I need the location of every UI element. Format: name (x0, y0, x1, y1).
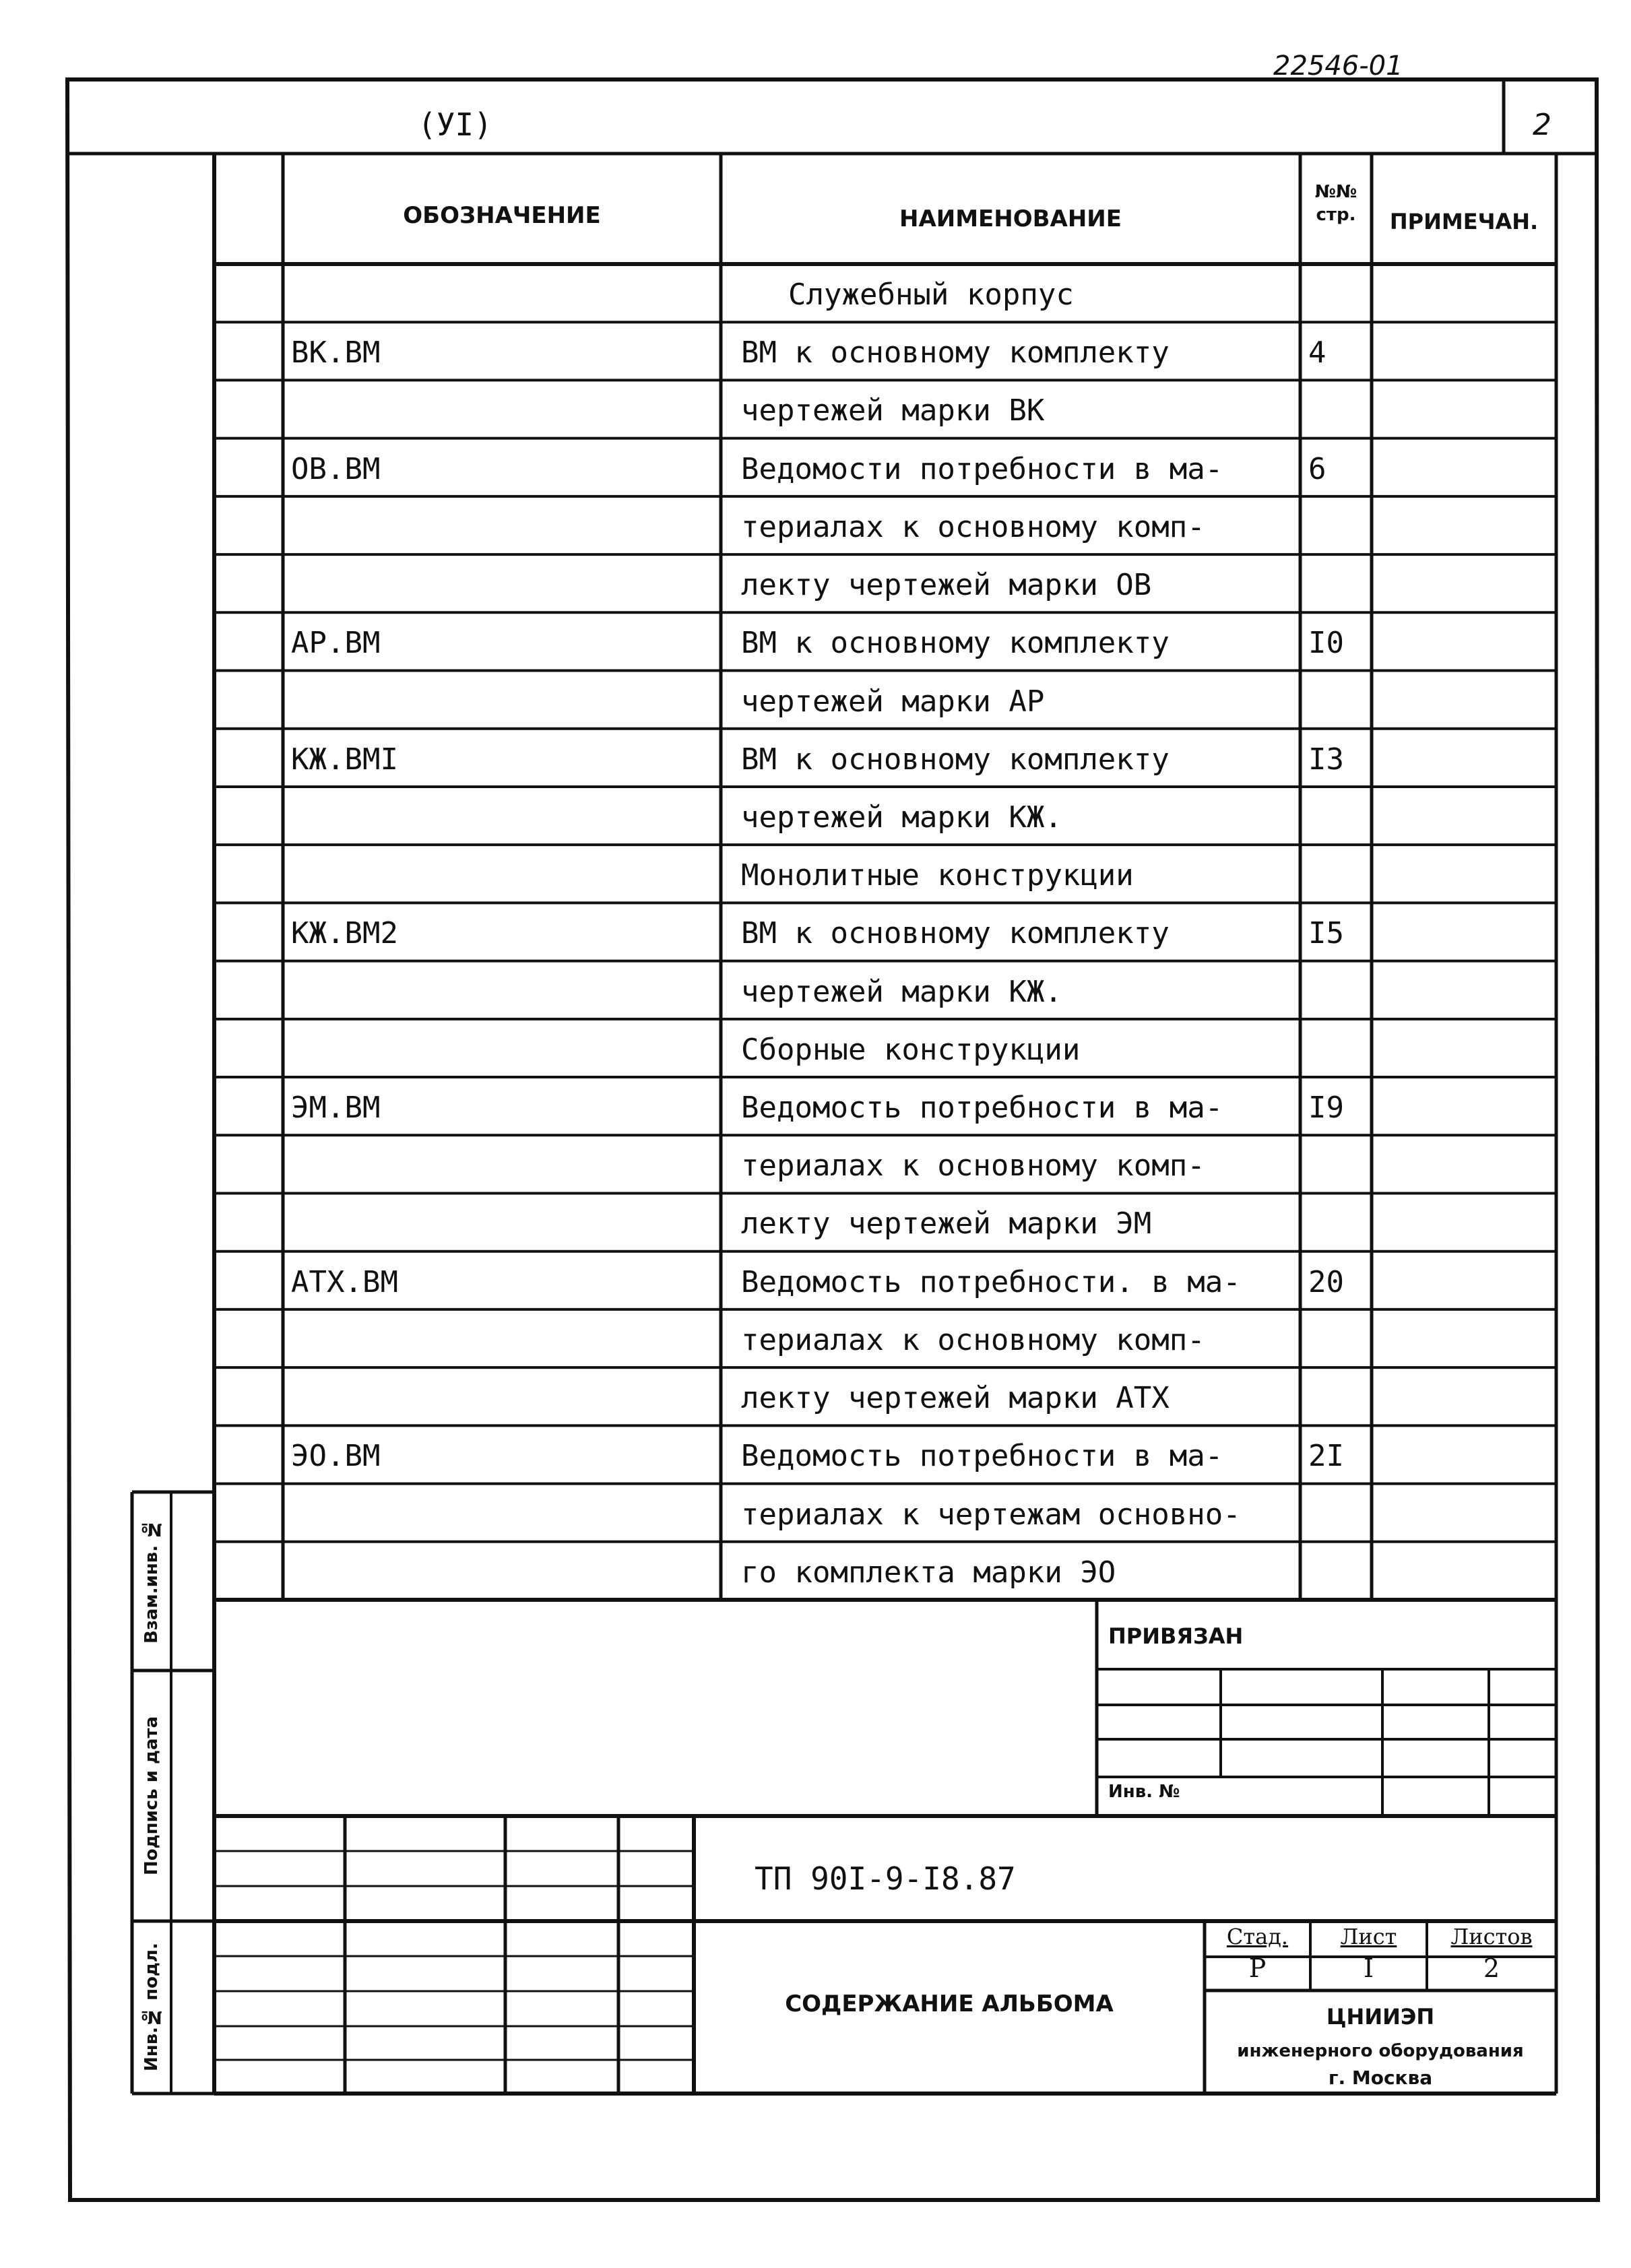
row-name: Монолитные конструкции (741, 858, 1134, 893)
row-designation (291, 792, 715, 845)
row-name: ВМ к основному комплекту (741, 626, 1170, 661)
row-designation (291, 1489, 715, 1542)
row-name: Ведомость потребности. в ма- (741, 1264, 1241, 1299)
row-page (1308, 502, 1369, 554)
org-name: ЦНИИЭП (1326, 2004, 1435, 2030)
row-page (1308, 1140, 1369, 1193)
row-name: Ведомость потребности в ма- (741, 1091, 1223, 1126)
sheets-value: 2 (1483, 1953, 1500, 1983)
row-designation: ЭМ.ВМ (291, 1091, 381, 1126)
row-page (1308, 850, 1369, 903)
org-city: г. Москва (1328, 2067, 1433, 2089)
row-designation (291, 1140, 715, 1193)
row-page: I3 (1308, 742, 1344, 777)
row-page: I9 (1308, 1091, 1344, 1126)
column-header-note: ПРИМЕЧАН. (1389, 209, 1539, 234)
row-name: териалах к основному комп- (741, 509, 1205, 544)
row-name: лекту чертежей марки ЭМ (741, 1206, 1152, 1241)
side-stamp-replace-inv: Взам.инв. № (141, 1518, 162, 1644)
row-designation: ОВ.ВМ (291, 451, 381, 486)
row-name: го комплекта марки ЭО (741, 1555, 1116, 1590)
row-name: чертежей марки КЖ. (741, 974, 1062, 1009)
row-page (1308, 792, 1369, 845)
row-designation (291, 1547, 715, 1600)
row-page (1308, 1025, 1369, 1077)
row-designation (291, 560, 715, 612)
row-designation (291, 676, 715, 729)
row-page (1308, 1373, 1369, 1425)
column-header-page-line2: стр. (1316, 205, 1356, 225)
row-designation (291, 269, 715, 322)
row-designation: КЖ.ВМI (291, 742, 398, 777)
stage-value: Р (1248, 1953, 1267, 1983)
row-designation (291, 1025, 715, 1077)
side-stamp-sign-date: Подпись и дата (141, 1716, 162, 1876)
stage-label: Стад. (1226, 1924, 1289, 1949)
side-stamp-inv-orig: Инв.№ подл. (141, 1943, 162, 2072)
row-name: териалах к основному комп- (741, 1148, 1205, 1184)
row-name: лекту чертежей марки ОВ (741, 568, 1152, 603)
row-page (1308, 1547, 1369, 1600)
row-name: чертежей марки АР (741, 684, 1045, 719)
sheet-value: I (1363, 1953, 1374, 1983)
row-name: Ведомости потребности в ма- (741, 451, 1223, 486)
row-designation: КЖ.ВМ2 (291, 916, 398, 951)
row-name: териалах к чертежам основно- (741, 1497, 1241, 1532)
row-designation (291, 385, 715, 438)
project-code: ТП 90I-9-I8.87 (755, 1860, 1016, 1897)
row-page: 4 (1308, 335, 1326, 370)
row-designation (291, 1373, 715, 1425)
sheets-label: Листов (1450, 1924, 1533, 1949)
row-page: I0 (1308, 626, 1344, 661)
row-name: ВМ к основному комплекту (741, 916, 1170, 951)
row-name: Ведомость потребности в ма- (741, 1439, 1223, 1474)
column-header-designation: ОБОЗНАЧЕНИЕ (403, 202, 601, 229)
row-name: Служебный корпус (788, 278, 1074, 312)
row-page (1308, 676, 1369, 729)
row-designation (291, 502, 715, 554)
row-page (1308, 1198, 1369, 1251)
row-name: ВМ к основному комплекту (741, 742, 1170, 777)
column-header-page (1300, 181, 1372, 226)
row-name: чертежей марки ВК (741, 393, 1045, 428)
row-page: I5 (1308, 916, 1344, 951)
row-page: 20 (1308, 1264, 1344, 1299)
row-page: 2I (1308, 1439, 1344, 1474)
row-page (1308, 1315, 1369, 1367)
row-designation: ВК.ВМ (291, 335, 381, 370)
row-page (1308, 967, 1369, 1019)
row-designation: АТХ.ВМ (291, 1264, 398, 1299)
row-page (1308, 1489, 1369, 1542)
row-page (1308, 385, 1369, 438)
sheet-number: 2 (1533, 108, 1552, 142)
row-page: 6 (1308, 451, 1326, 486)
row-page (1308, 269, 1369, 322)
row-designation (291, 850, 715, 903)
row-name: ВМ к основному комплекту (741, 335, 1170, 370)
row-designation: АР.ВМ (291, 626, 381, 661)
column-header-name: НАИМЕНОВАНИЕ (899, 205, 1122, 232)
row-name: чертежей марки КЖ. (741, 800, 1062, 835)
row-name: Сборные конструкции (741, 1032, 1081, 1067)
binding-inv-label: Инв. № (1108, 1782, 1180, 1802)
org-department: инженерного оборудования (1237, 2041, 1524, 2061)
row-designation: ЭО.ВМ (291, 1439, 381, 1474)
section-mark: (УI) (418, 106, 492, 143)
document-title: СОДЕРЖАНИЕ АЛЬБОМА (785, 1990, 1114, 2017)
column-header-page-line1: №№ (1314, 182, 1357, 202)
binding-title: ПРИВЯЗАН (1108, 1623, 1244, 1649)
row-designation (291, 967, 715, 1019)
row-page (1308, 560, 1369, 612)
document-number: 22546-01 (1273, 51, 1403, 82)
row-designation (291, 1315, 715, 1367)
row-name: териалах к основному комп- (741, 1322, 1205, 1357)
sheet-label: Лист (1340, 1924, 1397, 1949)
row-designation (291, 1198, 715, 1251)
row-name: лекту чертежей марки АТХ (741, 1381, 1170, 1416)
